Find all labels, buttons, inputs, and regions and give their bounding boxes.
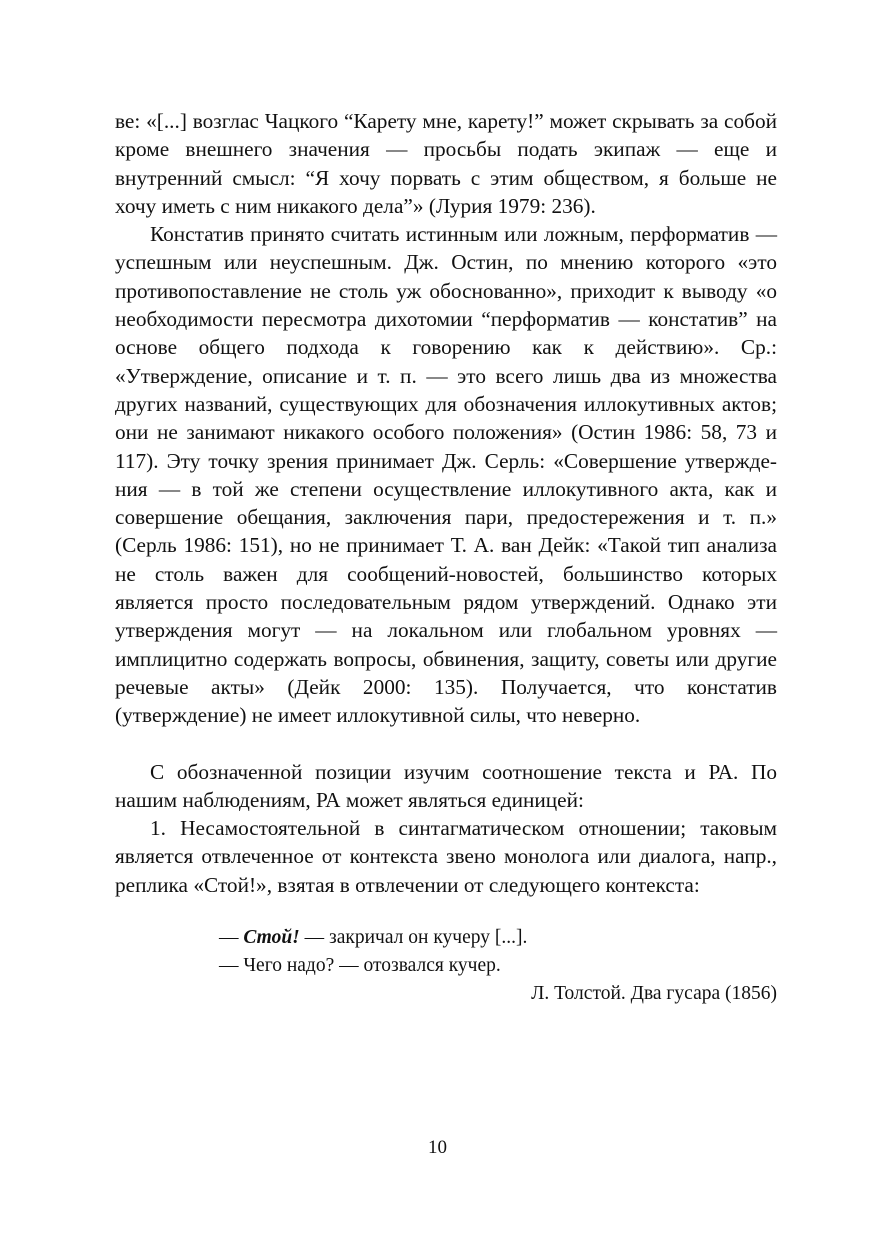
paragraph-1: ве: «[...] возглас Чацкого “Карету мне, карету!” может скрывать за собой кроме внешнего значения — просьбы подать экипаж — еще и внутренний смысл: “Я хочу порвать с этим обществом, я больше не хочу иметь с ним никакого дела”» (Лурия 1979: 236). <box>115 109 777 218</box>
paragraph-3: С обозначенной позиции изучим соотношение текста и РА. По нашим наблюдениям, РА может являться единицей: <box>115 759 777 812</box>
quote-spacer <box>115 899 777 924</box>
page-number: 10 <box>428 1137 447 1158</box>
paragraph-4: 1. Несамостоятельной в синтагматическом отношении; таковым является отвлеченное от контекста звено монолога или диалога, напр., реплика «Стой!», взятая в отвлечении от следующего контекста: <box>115 816 777 897</box>
quote-attribution: Л. Толстой. Два гусара (1856) <box>531 983 777 1005</box>
page-body <box>115 107 777 1008</box>
quote-dash: — <box>219 927 244 949</box>
quote-line-2: — Чего надо? — отозвался кучер. <box>219 955 501 977</box>
dialogue-quote <box>219 924 777 980</box>
paragraph-2: Констатив принято считать истинным или ложным, перформатив — успешным или неуспешным. Дж. Остин, по мнению которого «это противопоставление не столь уж обоснованно», приходит к выводу «о необходимости пересмотра дихотомии “перформатив — констатив” на основе общего подхода к говорению как к действию». Ср.: «Утверждение, описание и т. п. — это всего лишь два из множества других названий, существующих для обозначения иллокутивных актов; они не занимают никакого особого положения» (Остин 1986: 58, 73 и 117). Эту точку зрения принимает Дж. Серль: «Совершение утверждения — в той же степени осуществление иллокутивного акта, как и совершение обещания, заключения пари, предостережения и т. п.» (Серль 1986: 151), но не принимает Т. А. ван Дейк: «Такой тип анализа не столь важен для сообщений-новостей, большинство которых является просто последовательным рядом утверждений. Однако эти утверждения могут — на локальном или глобальном уровнях — имплицитно содержать вопросы, обвинения, защиту, советы или другие речевые акты» (Дейк 2000: 135). Получается, что констатив (утверждение) не имеет иллокутивной силы, что неверно. <box>115 222 777 728</box>
quote-line-1-rest: — закричал он кучеру [...]. <box>299 927 528 949</box>
paragraph-spacer <box>115 730 777 758</box>
quote-line-1 <box>219 924 777 952</box>
quote-emphasis: Стой! <box>243 927 300 949</box>
